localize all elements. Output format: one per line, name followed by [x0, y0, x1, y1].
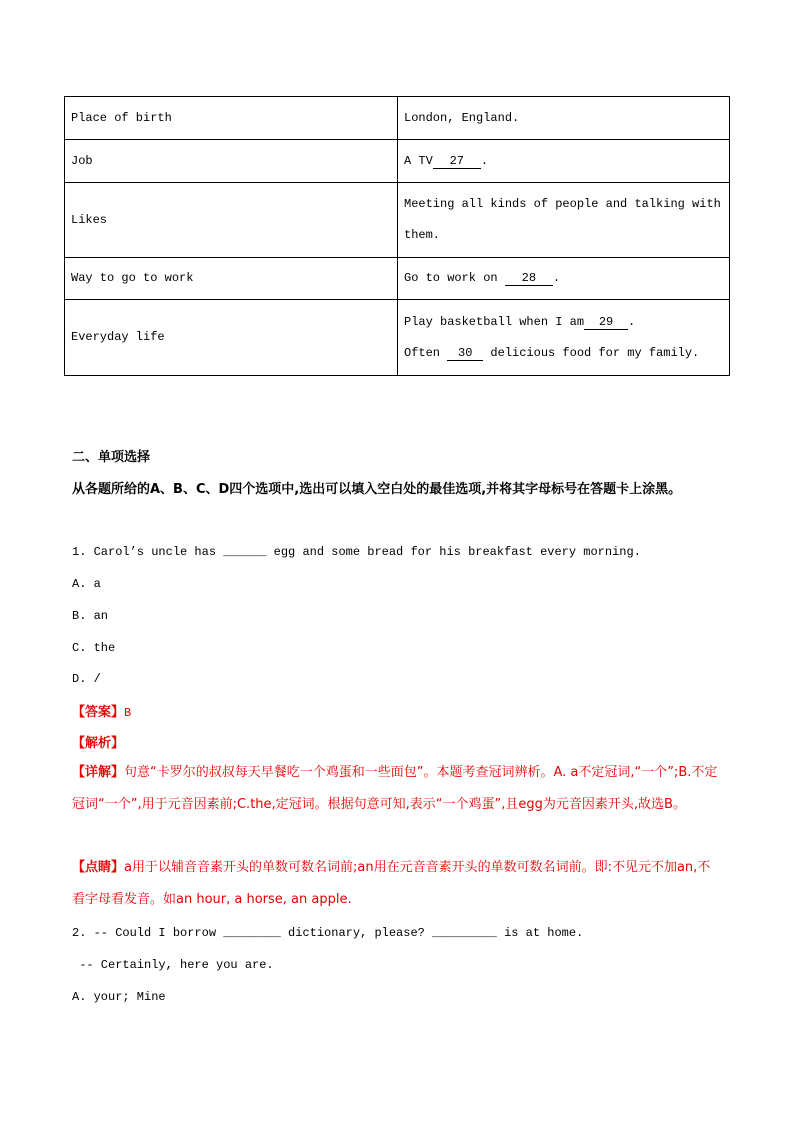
analysis-line	[72, 732, 124, 752]
row-label: Place of birth	[65, 97, 398, 140]
table-row	[65, 258, 730, 300]
tip-text: a用于以辅音音素开头的单数可数名词前;an用在元音音素开头的单数可数名词前。即:不见元不加an,不看字母看发音。如an hour, a horse, an apple.	[72, 860, 711, 907]
row-label: Job	[65, 140, 398, 183]
table-row	[65, 300, 730, 376]
row-label: Everyday life	[65, 300, 398, 376]
answer-line	[72, 701, 131, 721]
row-label: Way to go to work	[65, 258, 398, 300]
row-value: Meeting all kinds of people and talking with them.	[398, 183, 730, 258]
row-value	[398, 140, 730, 183]
info-table	[64, 96, 730, 376]
section-instruction: 从各题所给的A、B、C、D四个选项中,选出可以填入空白处的最佳选项,并将其字母标号在答题卡上涂黑。	[72, 482, 682, 497]
tip-tag: 【点睛】	[72, 860, 125, 875]
row-value	[398, 258, 730, 300]
option-d: D. /	[72, 672, 101, 686]
section-heading: 二、单项选择	[72, 450, 151, 465]
value-suffix: .	[552, 271, 561, 285]
blank-30: 30	[447, 346, 483, 361]
question-2-reply: -- Certainly, here you are.	[72, 958, 274, 972]
blank-29: 29	[584, 315, 628, 330]
row-value: London, England.	[398, 97, 730, 140]
question-2: 2. -- Could I borrow ________ dictionary, please? _________ is at home.	[72, 926, 584, 940]
analysis-tag: 【解析】	[72, 736, 125, 751]
q2-option-a: A. your; Mine	[72, 990, 166, 1004]
row-label: Likes	[65, 183, 398, 258]
blank-28: 28	[505, 271, 553, 286]
option-c: C. the	[72, 641, 116, 655]
value-prefix: Go to work on	[404, 271, 505, 285]
value-line-2: Often 30 delicious food for my family.	[404, 345, 700, 360]
row-value	[398, 300, 730, 376]
value-prefix: A TV	[404, 153, 433, 168]
answer-value: B	[124, 706, 132, 720]
detail-tag: 【详解】	[72, 765, 125, 780]
question-1: 1. Carol’s uncle has ______ egg and some bread for his breakfast every morning.	[72, 545, 641, 559]
tip-paragraph	[72, 852, 722, 916]
table-row	[65, 97, 730, 140]
table-row	[65, 183, 730, 258]
option-a: A. a	[72, 577, 101, 591]
detail-text: 句意“卡罗尔的叔叔每天早餐吃一个鸡蛋和一些面包”。本题考查冠词辨析。A. a不定冠词,“一个”;B.不定冠词“一个”,用于元音因素前;C.the,定冠词。根据句意可知,表示“一个鸡蛋”,且egg为元音因素开头,故选B。	[72, 765, 718, 812]
blank-27: 27	[433, 154, 481, 169]
detail-paragraph	[72, 757, 722, 821]
table-row	[65, 140, 730, 183]
option-b: B. an	[72, 609, 109, 623]
value-suffix: .	[480, 153, 489, 168]
value-line-1: Play basketball when I am 29 .	[404, 314, 636, 329]
answer-tag: 【答案】	[72, 705, 125, 720]
